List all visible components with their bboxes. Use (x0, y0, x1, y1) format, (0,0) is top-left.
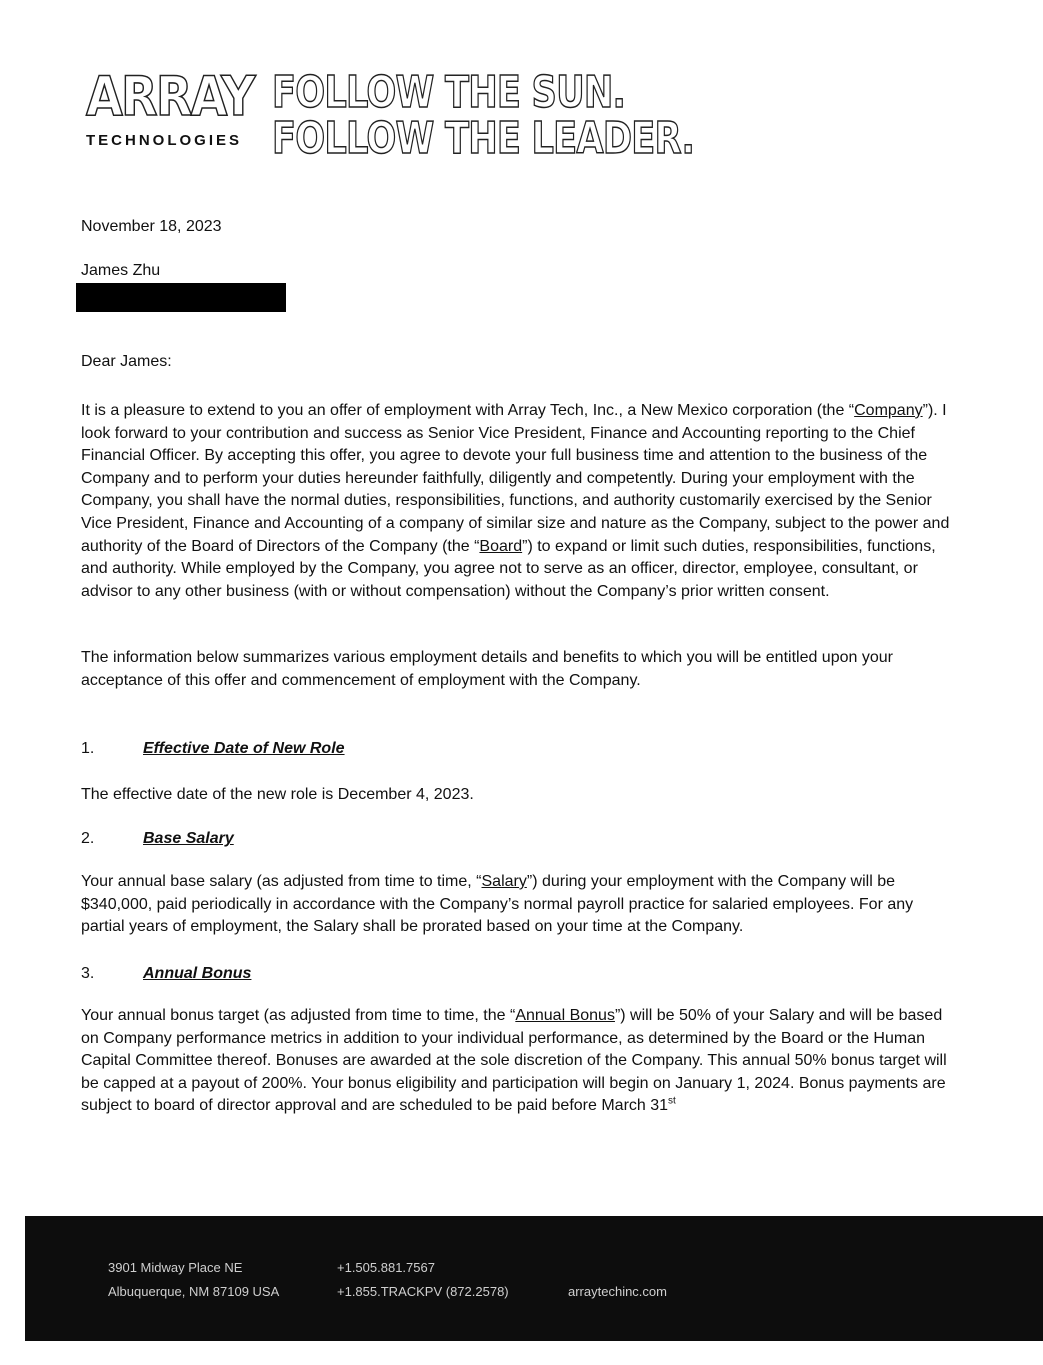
page-footer (25, 1216, 1043, 1341)
intro-paragraph (81, 400, 961, 603)
footer-address-line-2: Albuquerque, NM 87109 USA (108, 1284, 280, 1299)
tagline-line-2: FOLLOW THE LEADER. (272, 113, 695, 164)
letter-date: November 18, 2023 (81, 218, 222, 235)
section-number: 1. (81, 740, 95, 757)
defined-term-salary: Salary (481, 873, 527, 890)
bonus-text-part-2: ”) will be 50% of your Salary and will be based on Company performance metrics in addition to your individual performance, as determined by the Board or the Human Capital Committee thereof. Bonuses are awarded at the sole discretion of the Company. This annual 50% bonus target will be capped at a payout of 200%. Your bonus eligibility and participation will begin on January 1, 2024. Bonus payments are subject to board of director approval and are scheduled to be paid before March 31 (81, 1007, 947, 1115)
section-body-2 (81, 871, 961, 939)
section-body-1: The effective date of the new role is December 4, 2023. (81, 786, 474, 803)
section-title: Base Salary (143, 830, 234, 847)
salary-text-part-2: ”) during your employment with the Company will be $340,000, paid periodically in accordance with the Company’s normal payroll practice for salaried employees. For any partial years of employment, the Salary shall be prorated based on your time at the Company. (81, 873, 914, 936)
company-logo (86, 65, 254, 156)
logo-subtitle: TECHNOLOGIES (86, 132, 243, 149)
footer-website-link[interactable]: arraytechinc.com (568, 1284, 667, 1299)
tagline (272, 67, 695, 164)
defined-term-annual-bonus: Annual Bonus (515, 1007, 615, 1024)
section-number: 2. (81, 830, 95, 847)
footer-phone-2: +1.855.TRACKPV (872.2578) (337, 1284, 509, 1299)
logo-wordmark: ARRAY (86, 65, 254, 128)
defined-term-company: Company (854, 402, 923, 419)
summary-paragraph: The information below summarizes various employment details and benefits to which you will be entitled upon your acceptance of this offer and commencement of employment with the Company. (81, 649, 893, 689)
ordinal-suffix: st (668, 1096, 676, 1108)
footer-address-line-1: 3901 Midway Place NE (108, 1260, 243, 1275)
section-title: Effective Date of New Role (143, 740, 345, 757)
footer-phone-1: +1.505.881.7567 (337, 1260, 435, 1275)
footer-address (108, 1256, 279, 1304)
tagline-line-1: FOLLOW THE SUN. (272, 67, 626, 118)
recipient-name: James Zhu (81, 262, 161, 279)
redacted-address-block (76, 283, 286, 312)
defined-term-board: Board (479, 537, 523, 555)
footer-phones (337, 1256, 509, 1304)
intro-text-part-1: It is a pleasure to extend to you an offer of employment with Array Tech, Inc., a New Mexico corporation (the “ (81, 402, 855, 419)
bonus-text-part-1: Your annual bonus target (as adjusted from time to time, the “ (81, 1007, 516, 1024)
intro-text-part-3: ”) to expand or limit such duties, responsibilities, functions, and authority. While employed by the Company, you agree not to serve as an officer, director, employee, consultant, or advisor to any other business (with or without compensation) without the Company’s prior written consent. (81, 537, 936, 600)
salutation: Dear James: (81, 353, 172, 370)
section-number: 3. (81, 965, 95, 982)
intro-text-part-2: ”). I look forward to your contribution and success as Senior Vice President, Finance and Accounting reporting to the Chief Financial Officer. By accepting this offer, you agree to devote your full business time and attention to the business of the Company and to perform your duties hereunder faithfully, diligently and competently. During your employment with the Company, you shall have the normal duties, responsibilities, functions, and authority customarily exercised by the Senior Vice President, Finance and Accounting of a company of similar size and nature as the Company, subject to the power and authority of the Board of Directors of the Company (the “ (81, 402, 950, 555)
section-body-3 (81, 1005, 961, 1118)
salary-text-part-1: Your annual base salary (as adjusted from time to time, “ (81, 873, 482, 890)
section-title: Annual Bonus (143, 965, 252, 982)
